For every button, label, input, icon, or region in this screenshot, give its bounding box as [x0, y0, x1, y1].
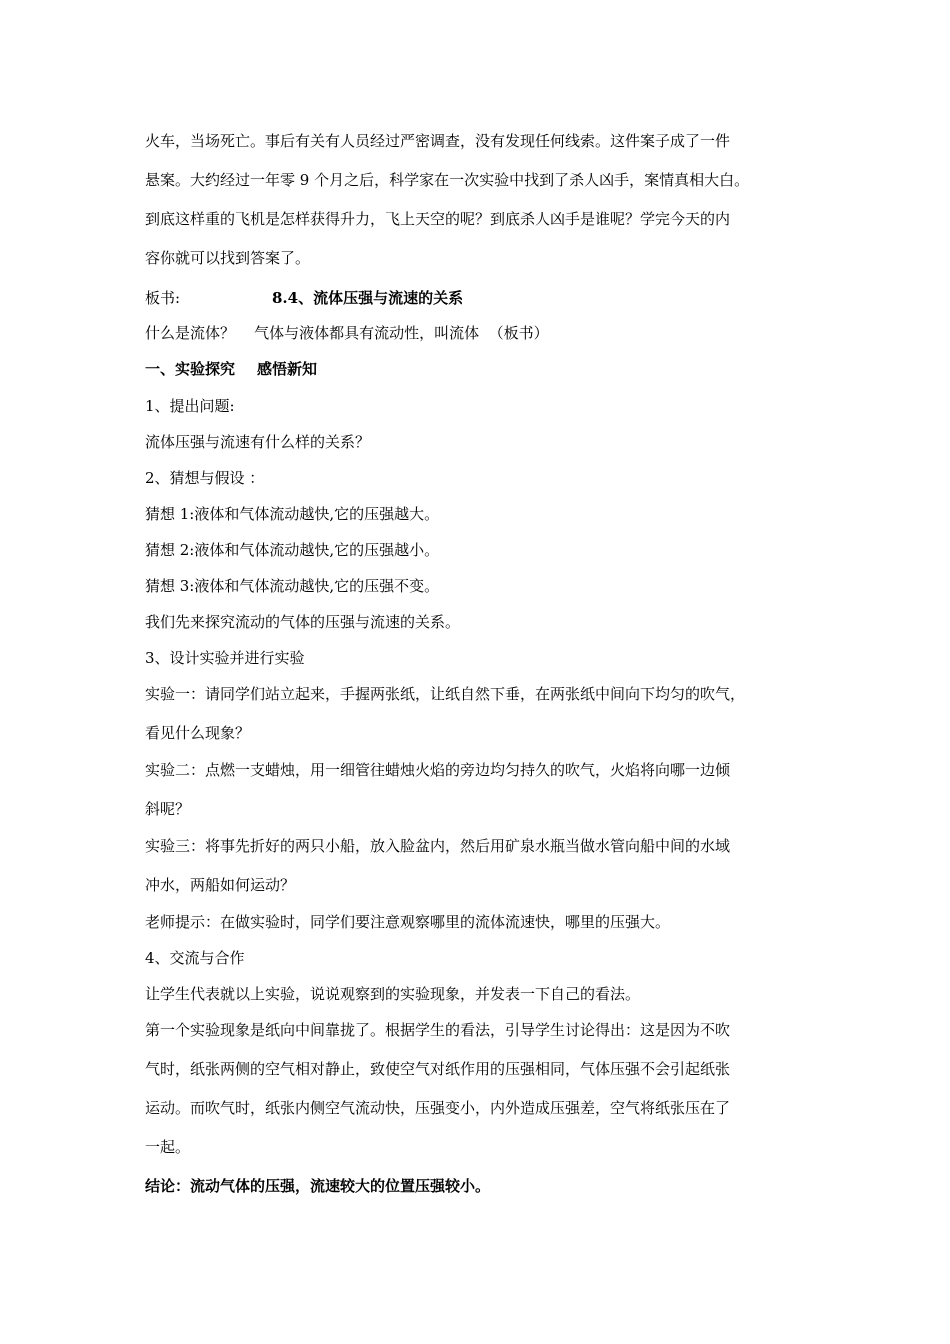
fluid-definition: 什么是流体？ 气体与液体都具有流动性，叫流体 （板书）: [145, 324, 549, 342]
paragraph-line: 到底这样重的飞机是怎样获得升力，飞上天空的呢？到底杀人凶手是谁呢？学完今天的内: [145, 210, 731, 228]
share-text: 让学生代表就以上实验，说说观察到的实验现象，并发表一下自己的看法。: [145, 985, 641, 1003]
paragraph-line: 容你就可以找到答案了。: [145, 249, 311, 267]
board-heading: [145, 288, 745, 308]
experiment-2-line: 斜呢？: [145, 800, 191, 818]
hypothesis-2: 猜想 2:液体和气体流动越快,它的压强越小。: [145, 541, 440, 559]
step-heading: 3、设计实验并进行实验: [145, 649, 305, 667]
experiment-1-line: 看见什么现象？: [145, 724, 251, 742]
section-heading-part1: 一、实验探究: [145, 360, 236, 378]
experiment-1-line: 实验一：请同学们站立起来，手握两张纸，让纸自然下垂，在两张纸中间向下均匀的吹气，: [145, 685, 746, 703]
step-heading: 2、猜想与假设 ：: [145, 469, 265, 487]
intro-text: 我们先来探究流动的气体的压强与流速的关系。: [145, 613, 461, 631]
discussion-line: 运动。而吹气时，纸张内侧空气流动快，压强变小，内外造成压强差，空气将纸张压在了: [145, 1099, 731, 1117]
hypothesis-1: 猜想 1:液体和气体流动越快,它的压强越大。: [145, 505, 440, 523]
paragraph-line: 悬案。大约经过一年零 9 个月之后，科学家在一次实验中找到了杀人凶手，案情真相大白。: [145, 171, 750, 189]
conclusion: 结论：流动气体的压强，流速较大的位置压强较小。: [145, 1177, 491, 1195]
discussion-line: 一起。: [145, 1138, 191, 1156]
board-label: 板书:: [145, 289, 181, 307]
section-heading: [145, 359, 317, 379]
discussion-line: 气时，纸张两侧的空气相对静止，致使空气对纸作用的压强相同，气体压强不会引起纸张: [145, 1060, 731, 1078]
section-heading-part2: 感悟新知: [257, 360, 318, 378]
question-text: 流体压强与流速有什么样的关系？: [145, 433, 371, 451]
experiment-2-line: 实验二：点燃一支蜡烛，用一细管往蜡烛火焰的旁边均匀持久的吹气，火焰将向哪一边倾: [145, 761, 731, 779]
experiment-3-line: 实验三：将事先折好的两只小船，放入脸盆内，然后用矿泉水瓶当做水管向船中间的水域: [145, 837, 731, 855]
discussion-line: 第一个实验现象是纸向中间靠拢了。根据学生的看法，引导学生讨论得出：这是因为不吹: [145, 1021, 731, 1039]
hypothesis-3: 猜想 3:液体和气体流动越快,它的压强不变。: [145, 577, 440, 595]
experiment-3-line: 冲水，两船如何运动？: [145, 876, 296, 894]
step-heading: 1、提出问题:: [145, 397, 235, 415]
paragraph-line: 火车，当场死亡。事后有关有人员经过严密调查，没有发现任何线索。这件案子成了一件: [145, 132, 731, 150]
step-heading: 4、交流与合作: [145, 949, 245, 967]
teacher-tip: 老师提示：在做实验时，同学们要注意观察哪里的流体流速快，哪里的压强大。: [145, 913, 671, 931]
board-title: 8.4、流体压强与流速的关系: [272, 289, 464, 307]
